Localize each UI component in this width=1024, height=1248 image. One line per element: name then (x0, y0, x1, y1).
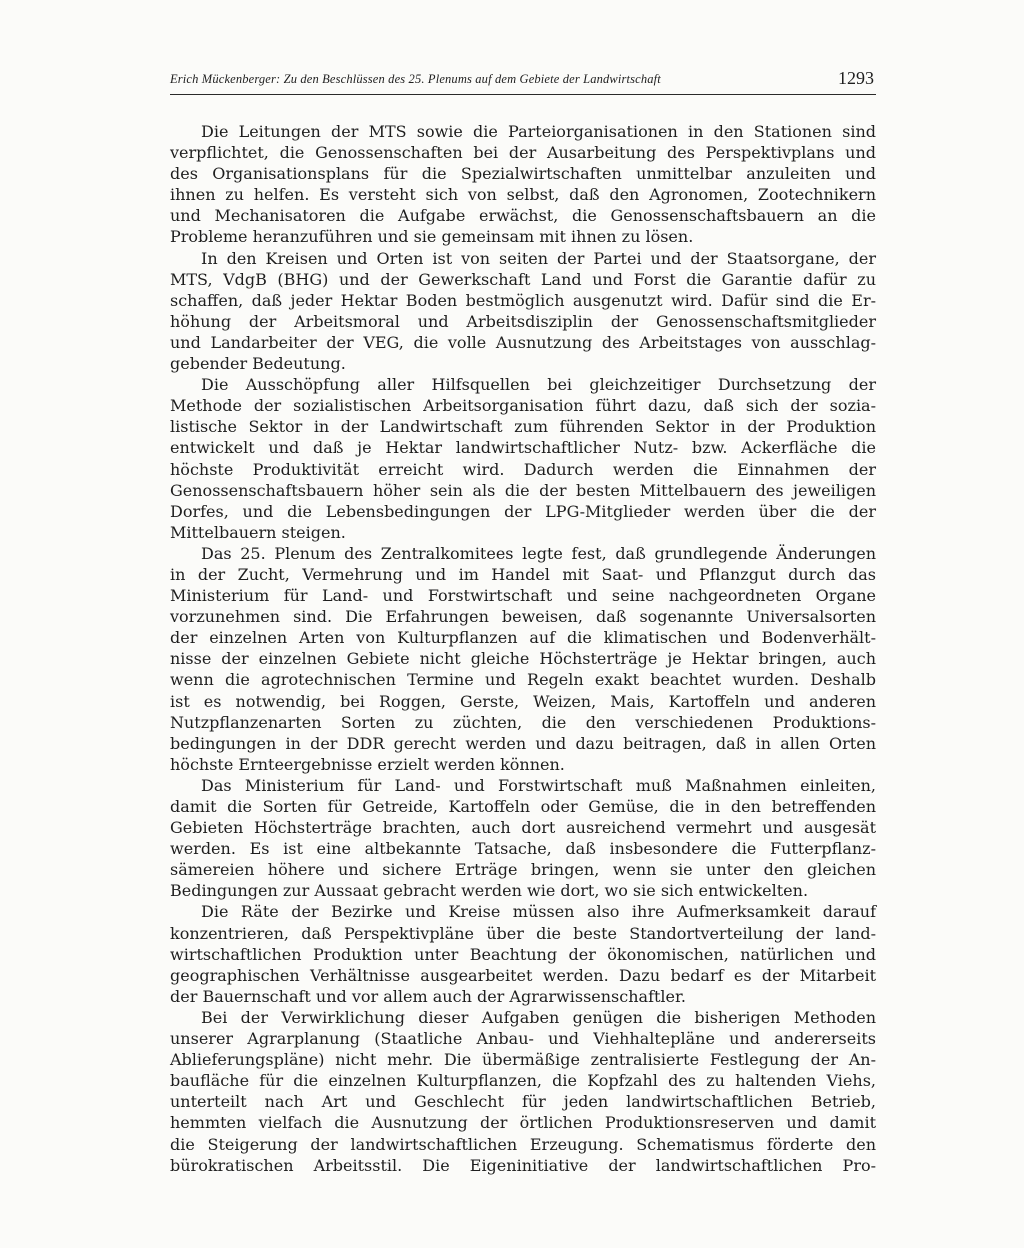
text-line: ihnen zu helfen. Es versteht sich von selbst, daß den Agronomen, Zootechnikern (170, 185, 876, 205)
text-line: der einzelnen Arten von Kulturpflanzen auf die klimatischen und Bodenverhält- (170, 628, 876, 648)
text-line: In den Kreisen und Orten ist von seiten der Partei und der Staatsorgane, der (201, 248, 876, 268)
text-line: Genossenschaftsbauern höher sein als die der besten Mittelbauern des jeweiligen (170, 480, 876, 500)
text-line: höchste Produktivität erreicht wird. Dadurch werden die Einnahmen der (170, 459, 876, 479)
paragraph (170, 121, 876, 248)
text-line: Bei der Verwirklichung dieser Aufgaben genügen die bisherigen Methoden (201, 1007, 876, 1027)
article-body (170, 121, 876, 1176)
text-line: baufläche für die einzelnen Kulturpflanzen, die Kopfzahl des zu haltenden Viehs, (170, 1071, 876, 1091)
text-line: konzentrieren, daß Perspektivpläne über die beste Standortverteilung der land- (170, 923, 876, 943)
paragraph (170, 543, 876, 775)
text-line: bedingungen in der DDR gerecht werden und dazu beitragen, daß in allen Orten (170, 733, 876, 753)
paragraph (170, 248, 876, 375)
text-line: höhung der Arbeitsmoral und Arbeitsdisziplin der Genossenschaftsmitglieder (170, 311, 876, 331)
text-line: der Bauernschaft und vor allem auch der Agrarwissenschaftler. (170, 986, 686, 1006)
text-line: unterteilt nach Art und Geschlecht für jeden landwirtschaftlichen Betrieb, (170, 1092, 876, 1112)
text-line: sämereien höhere und sichere Erträge bringen, wenn sie unter den gleichen (170, 860, 876, 880)
text-line: unserer Agrarplanung (Staatliche Anbau- und Viehhaltepläne und andererseits (170, 1029, 876, 1049)
text-line: Probleme heranzuführen und sie gemeinsam mit ihnen zu lösen. (170, 227, 694, 247)
text-line: MTS, VdgB (BHG) und der Gewerkschaft Land und Forst die Garantie dafür zu (170, 269, 876, 289)
text-line: Ministerium für Land- und Forstwirtschaft und seine nachgeordneten Organe (170, 586, 876, 606)
text-line: Die Leitungen der MTS sowie die Parteiorganisationen in den Stationen sind (201, 122, 876, 141)
paragraph (170, 1007, 876, 1176)
text-line: vorzunehmen sind. Die Erfahrungen beweisen, daß sogenannte Universalsorten (170, 607, 876, 627)
running-title: Erich Mückenberger: Zu den Beschlüssen des 25. Plenums auf dem Gebiete der Landwirtschaft (170, 72, 661, 86)
text-line: Das Ministerium für Land- und Forstwirtschaft muß Maßnahmen einleiten, (201, 775, 876, 795)
text-line: damit die Sorten für Getreide, Kartoffeln oder Gemüse, die in den betreffenden (170, 797, 876, 816)
text-line: und Landarbeiter der VEG, die volle Ausnutzung des Arbeitstages von ausschlag- (170, 332, 876, 352)
text-line: Gebieten Höchsterträge brachten, auch dort ausreichend vermehrt und ausgesät (170, 818, 876, 838)
text-line: geographischen Verhältnisse ausgearbeitet werden. Dazu bedarf es der Mitarbeit (170, 965, 876, 985)
text-line: Nutzpflanzenarten Sorten zu züchten, die den verschiedenen Produktions- (170, 712, 876, 732)
text-line: des Organisationsplans für die Spezialwirtschaften unmittelbar anzuleiten und (170, 164, 876, 184)
text-line: die Steigerung der landwirtschaftlichen Erzeugung. Schematismus förderte den (170, 1134, 876, 1154)
text-line: Dorfes, und die Lebensbedingungen der LPG-Mitglieder werden über die der (170, 501, 876, 521)
text-line: ist es notwendig, bei Roggen, Gerste, Weizen, Mais, Kartoffeln und anderen (170, 691, 876, 711)
page-number: 1293 (838, 68, 874, 88)
text-line: nisse der einzelnen Gebiete nicht gleiche Höchsterträge je Hektar bringen, auch (170, 649, 876, 669)
text-line: listische Sektor in der Landwirtschaft zum führenden Sektor in der Produktion (170, 417, 876, 437)
text-line: und Mechanisatoren die Aufgabe erwächst, die Genossenschaftsbauern an die (170, 206, 876, 226)
text-line: bürokratischen Arbeitsstil. Die Eigeninitiative der landwirtschaftlichen Pro- (170, 1155, 876, 1175)
text-line: verpflichtet, die Genossenschaften bei der Ausarbeitung des Perspektivplans und (170, 143, 876, 163)
text-line: Mittelbauern steigen. (170, 522, 346, 542)
text-line: wenn die agrotechnischen Termine und Regeln exakt beachtet wurden. Deshalb (170, 670, 876, 690)
text-line: Methode der sozialistischen Arbeitsorganisation führt dazu, daß sich der sozia- (170, 396, 876, 416)
text-line: hemmten vielfach die Ausnutzung der örtlichen Produktionsreserven und damit (170, 1113, 876, 1133)
text-line: Das 25. Plenum des Zentralkomitees legte fest, daß grundlegende Änderungen (201, 543, 876, 563)
text-line: Die Räte der Bezirke und Kreise müssen also ihre Aufmerksamkeit darauf (201, 902, 876, 922)
text-line: höchste Ernteergebnisse erzielt werden können. (170, 754, 565, 774)
text-line: schaffen, daß jeder Hektar Boden bestmöglich ausgenutzt wird. Dafür sind die Er- (170, 290, 876, 310)
text-line: Bedingungen zur Aussaat gebracht werden wie dort, wo sie sich entwickelten. (170, 881, 809, 901)
paragraph (170, 775, 876, 902)
paragraph (170, 901, 876, 1006)
text-line: Die Ausschöpfung aller Hilfsquellen bei gleichzeitiger Durchsetzung der (201, 375, 876, 395)
running-header (170, 68, 876, 95)
text-line: gebender Bedeutung. (170, 354, 346, 374)
text-line: werden. Es ist eine altbekannte Tatsache, daß insbesondere die Futterpflanz- (170, 839, 876, 859)
text-line: wirtschaftlichen Produktion unter Beachtung der ökonomischen, natürlichen und (170, 944, 876, 964)
text-line: in der Zucht, Vermehrung und im Handel mit Saat- und Pflanzgut durch das (170, 564, 876, 584)
paragraph (170, 374, 876, 543)
text-line: entwickelt und daß je Hektar landwirtschaftlicher Nutz- bzw. Ackerfläche die (170, 438, 876, 458)
text-line: Ablieferungspläne) nicht mehr. Die übermäßige zentralisierte Festlegung der An- (170, 1050, 876, 1070)
